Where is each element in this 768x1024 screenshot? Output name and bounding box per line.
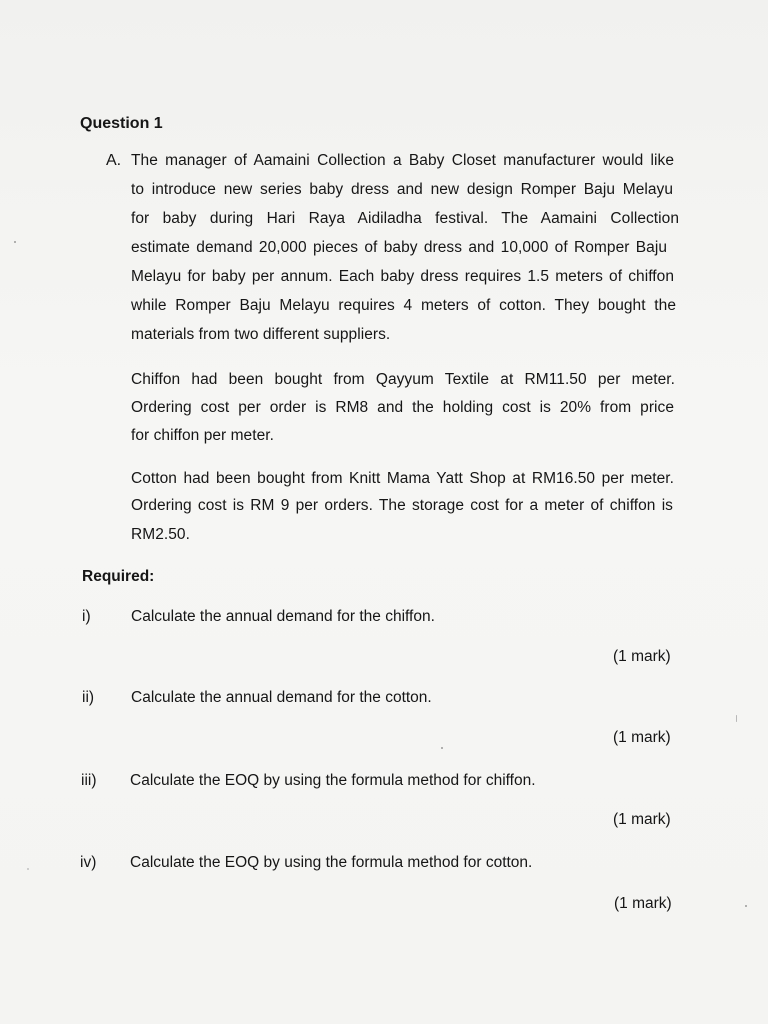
paragraph-line: while Romper Baju Melayu requires 4 meters of cotton. They bought the — [131, 297, 676, 314]
question-heading: Question 1 — [80, 115, 163, 132]
question-number: iii) — [81, 772, 97, 789]
question-mark: (1 mark) — [614, 895, 672, 912]
question-mark: (1 mark) — [613, 648, 671, 665]
paragraph-line: Ordering cost is RM 9 per orders. The storage cost for a meter of chiffon is — [131, 497, 673, 514]
question-text: Calculate the annual demand for the cotton. — [131, 689, 432, 706]
paragraph-line: Melayu for baby per annum. Each baby dress requires 1.5 meters of chiffon — [131, 268, 674, 285]
question-mark: (1 mark) — [613, 729, 671, 746]
question-text: Calculate the EOQ by using the formula method for chiffon. — [130, 772, 536, 789]
paragraph-line: materials from two different suppliers. — [131, 326, 391, 343]
question-number: i) — [82, 608, 91, 625]
paragraph-line: Cotton had been bought from Knitt Mama Yatt Shop at RM16.50 per meter. — [131, 470, 674, 487]
scan-speck — [745, 905, 747, 907]
paragraph-line: Ordering cost per order is RM8 and the holding cost is 20% from price — [131, 399, 674, 416]
required-label: Required: — [82, 568, 155, 585]
scan-speck — [27, 868, 29, 870]
paragraph-line: for chiffon per meter. — [131, 427, 274, 444]
paragraph-line: estimate demand 20,000 pieces of baby dress and 10,000 of Romper Baju — [131, 239, 667, 256]
scan-speck — [14, 241, 16, 243]
section-letter: A. — [106, 152, 122, 169]
paragraph-line: for baby during Hari Raya Aidiladha festival. The Aamaini Collection — [131, 210, 679, 227]
question-text: Calculate the annual demand for the chiffon. — [131, 608, 435, 625]
paragraph-line: to introduce new series baby dress and new design Romper Baju Melayu — [131, 181, 673, 198]
question-number: iv) — [80, 854, 97, 871]
question-mark: (1 mark) — [613, 811, 671, 828]
paragraph-line: Chiffon had been bought from Qayyum Textile at RM11.50 per meter. — [131, 371, 675, 388]
paragraph-line: RM2.50. — [131, 526, 190, 543]
scan-speck — [441, 747, 443, 749]
paragraph-line: The manager of Aamaini Collection a Baby Closet manufacturer would like — [131, 152, 674, 169]
question-text: Calculate the EOQ by using the formula method for cotton. — [130, 854, 533, 871]
question-number: ii) — [82, 689, 95, 706]
scan-speck — [736, 715, 737, 722]
